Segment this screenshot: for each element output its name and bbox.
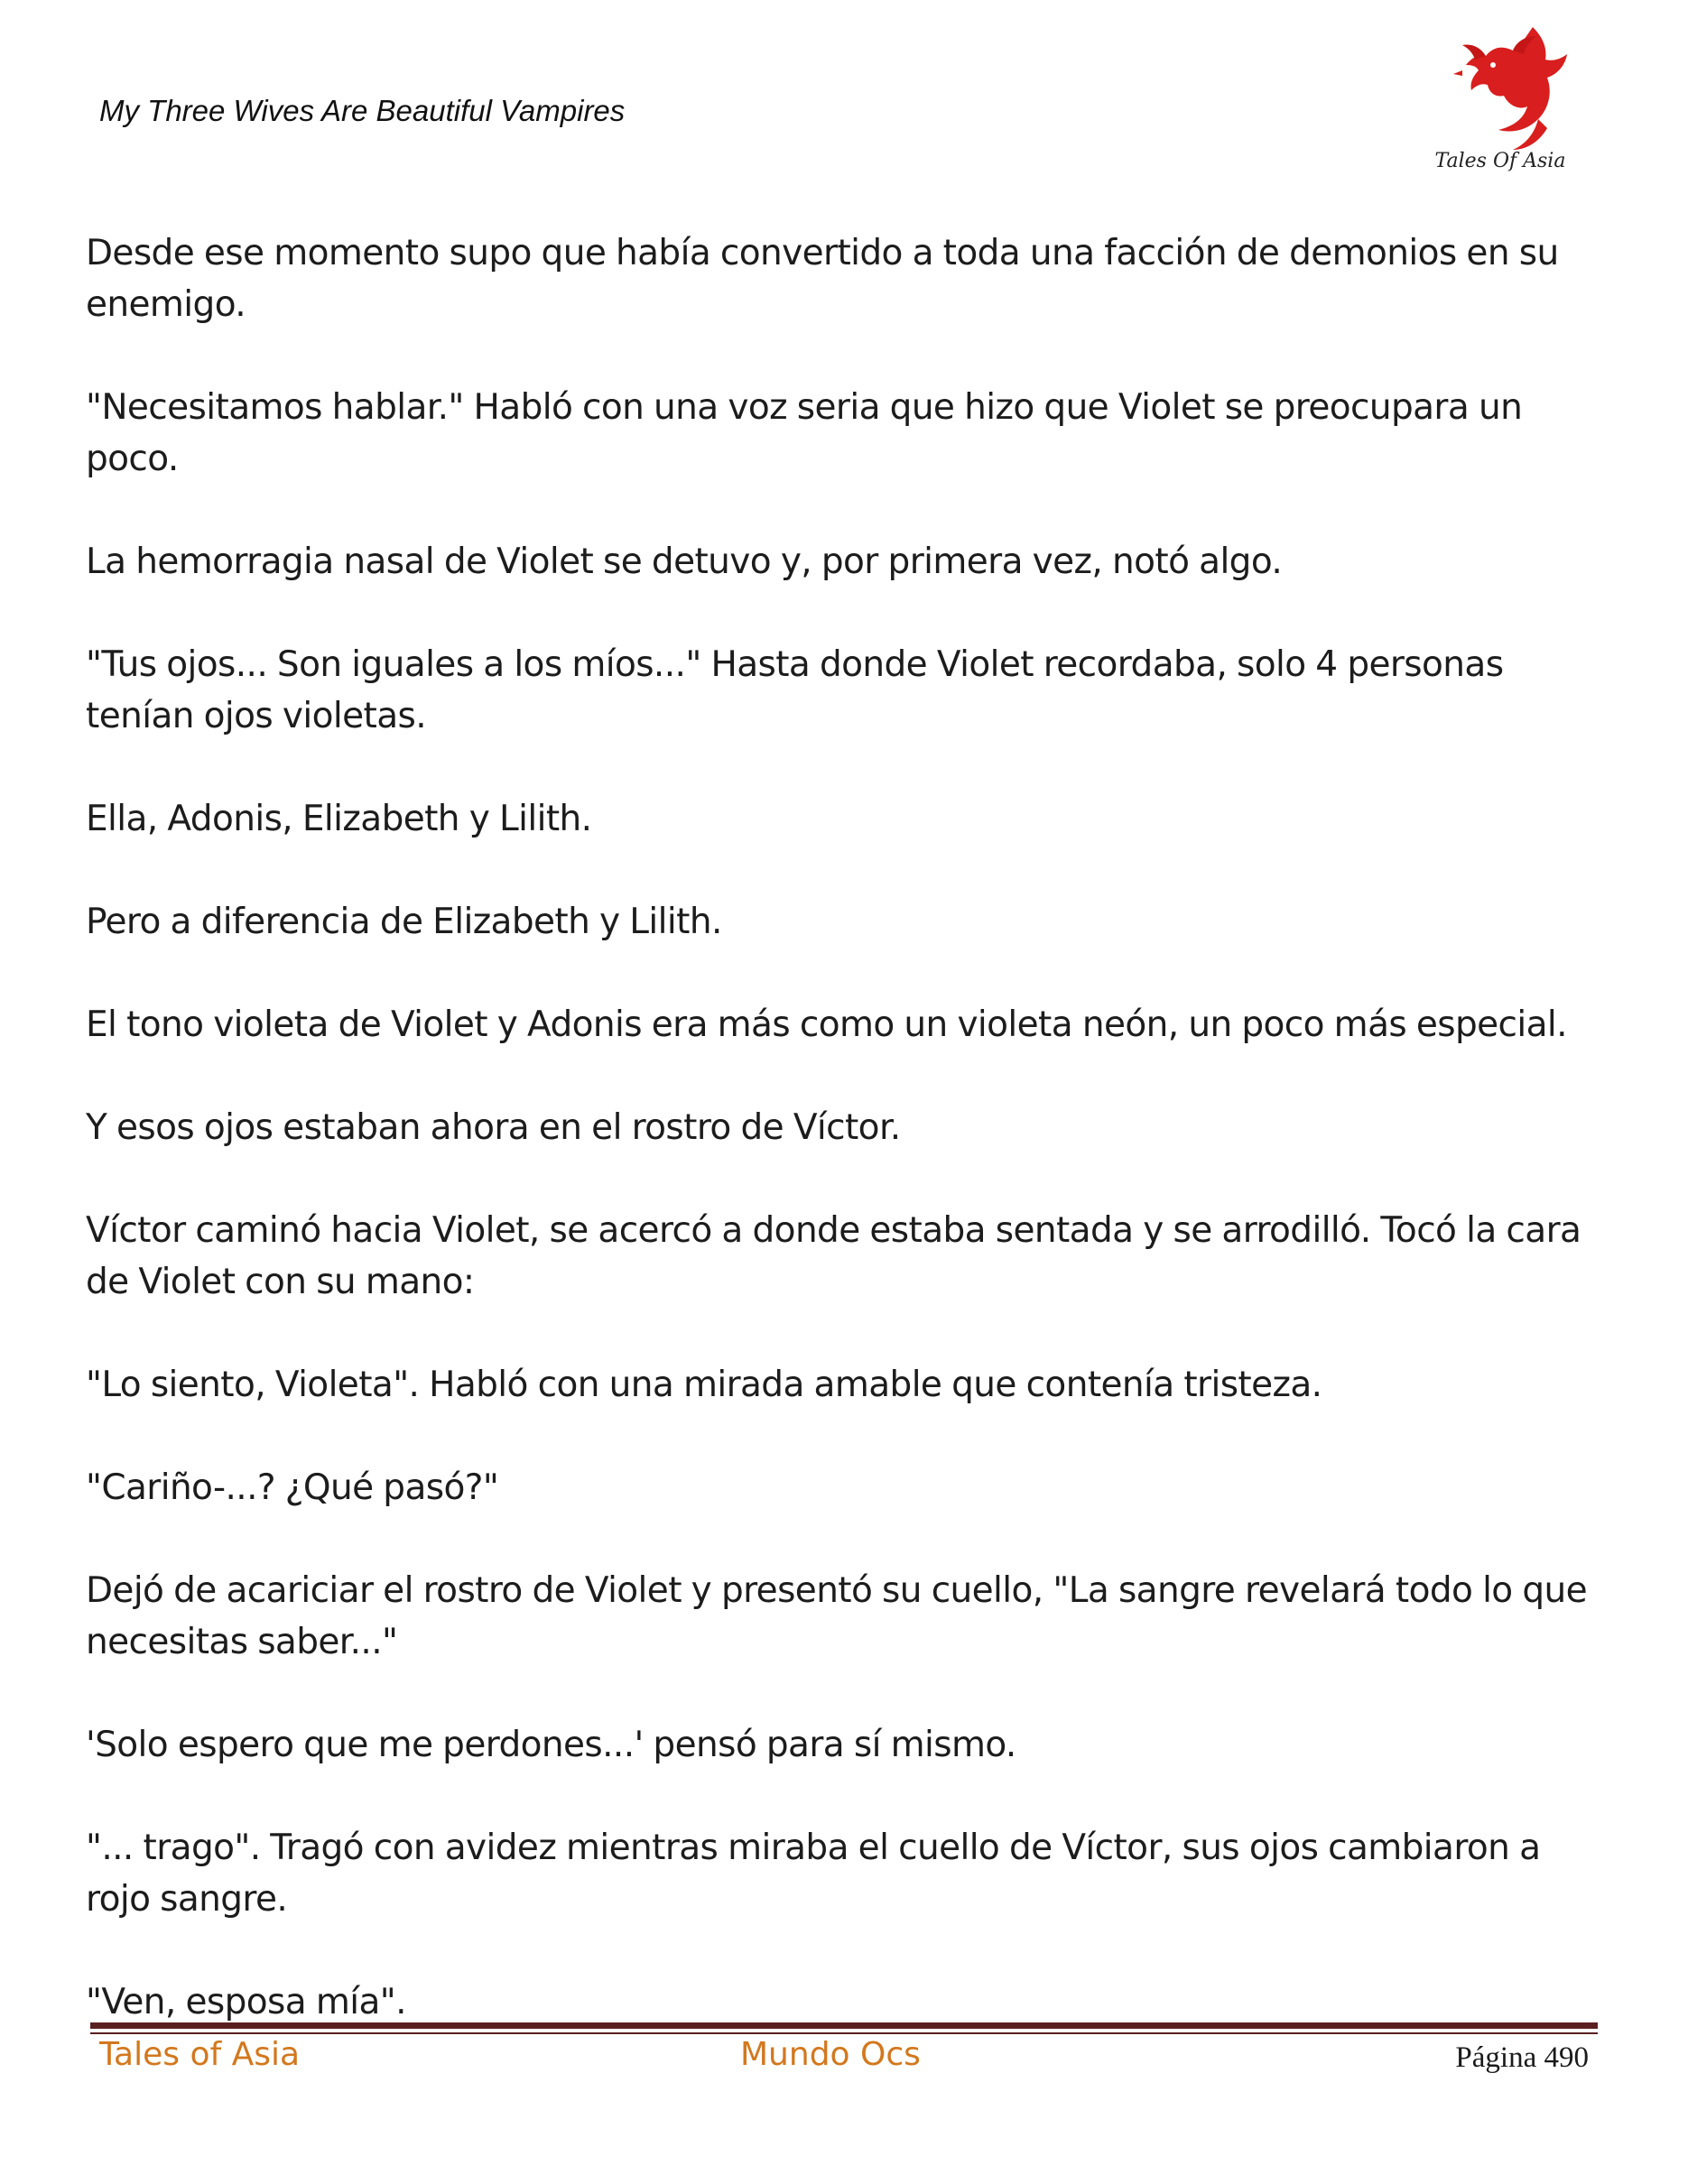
- body-text: [86, 227, 1602, 2079]
- paragraph: Dejó de acariciar el rostro de Violet y presentó su cuello, "La sangre revelará todo lo que necesitas saber...": [86, 1570, 1588, 1662]
- paragraph: El tono violeta de Violet y Adonis era más como un violeta neón, un poco más especial.: [86, 1004, 1567, 1045]
- paragraph: Y esos ojos estaban ahora en el rostro de Víctor.: [86, 1107, 901, 1148]
- paragraph: La hemorragia nasal de Violet se detuvo y, por primera vez, notó algo.: [86, 541, 1283, 582]
- paragraph: "Ven, esposa mía".: [86, 1982, 406, 2022]
- paragraph: "Necesitamos hablar." Habló con una voz seria que hizo que Violet se preocupara un poco.: [86, 387, 1523, 479]
- paragraph: 'Solo espero que me perdones...' pensó para sí mismo.: [86, 1725, 1016, 1765]
- paragraph: Víctor caminó hacia Violet, se acercó a donde estaba sentada y se arrodilló. Tocó la cara de Violet con su mano:: [86, 1210, 1581, 1302]
- paragraph: Ella, Adonis, Elizabeth y Lilith.: [86, 799, 592, 839]
- paragraph: "Lo siento, Violeta". Habló con una mirada amable que contenía tristeza.: [86, 1365, 1322, 1405]
- footer-divider-thin: [90, 2032, 1598, 2034]
- logo-text: Tales Of Asia: [1434, 150, 1566, 172]
- paragraph: "Cariño-...? ¿Qué pasó?": [86, 1467, 499, 1508]
- header-title: My Three Wives Are Beautiful Vampires: [99, 94, 626, 127]
- footer-divider: [90, 2022, 1598, 2029]
- paragraph: Desde ese momento supo que había convertido a toda una facción de demonios en su enemigo.: [86, 233, 1559, 325]
- page-number: Página 490: [1455, 2041, 1589, 2074]
- footer-site-name: Tales of Asia: [99, 2036, 301, 2073]
- footer-section-name: Mundo Ocs: [740, 2036, 921, 2073]
- paragraph: "... trago". Tragó con avidez mientras miraba el cuello de Víctor, sus ojos cambiaron a rojo sangre.: [86, 1828, 1541, 1920]
- paragraph: Pero a diferencia de Elizabeth y Lilith.: [86, 902, 722, 942]
- paragraph: "Tus ojos... Son iguales a los míos..." Hasta donde Violet recordaba, solo 4 personas tenían ojos violetas.: [86, 644, 1504, 736]
